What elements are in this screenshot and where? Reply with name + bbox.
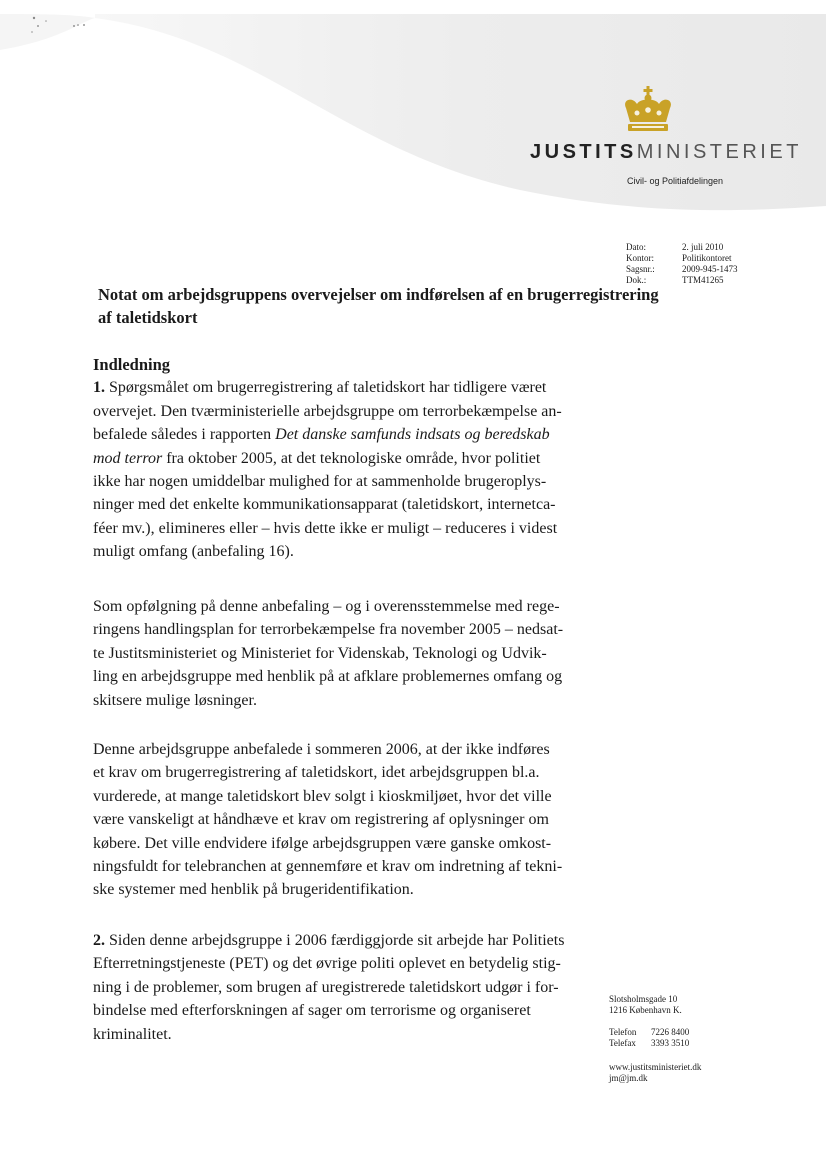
paragraph-2: [93, 595, 587, 712]
phone-row: [609, 1027, 689, 1038]
document-metadata: [626, 242, 738, 286]
document-title: [98, 283, 698, 329]
meta-row-office: [626, 253, 738, 264]
email-link[interactable]: jm@jm.dk: [609, 1073, 648, 1083]
scan-artifact-marks: [28, 12, 98, 42]
text-line: ninger med det enkelte kommunikationsapparat (taletidskort, internetca-: [93, 496, 556, 514]
text-line: ske systemer med henblik på brugeridentifikation.: [93, 881, 414, 899]
meta-value: 2009-945-1473: [682, 264, 738, 274]
text-line: ling en arbejdsgruppe med henblik på at afklare problemernes omfang og: [93, 668, 563, 686]
paragraph-3: [93, 738, 587, 902]
paragraph-number: 1.: [93, 379, 105, 397]
meta-label: Sagsnr.:: [626, 264, 655, 274]
text-line: Efterretningstjeneste (PET) og det øvrige politi oplevet en betydelig stig-: [93, 955, 561, 973]
fax-number: 3393 3510: [651, 1038, 690, 1048]
text-line: Som opfølgning på denne anbefaling – og i overensstemmelse med rege-: [93, 598, 560, 615]
text-line: overvejet. Den tværministerielle arbejdsgruppe om terrorbekæmpelse an-: [93, 402, 562, 420]
text-line: vurderede, at mange taletidskort blev solgt i kioskmiljøet, hvor det ville: [93, 787, 552, 805]
meta-value: 2. juli 2010: [682, 242, 724, 252]
text-line: være vanskeligt at håndhæve et krav om registrering af oplysninger om: [93, 811, 549, 829]
text-line: ning i de problemer, som brugen af uregistrerede taletidskort udgør i for-: [93, 978, 559, 996]
text-line: bindelse med efterforskningen af sager om terrorisme og organiseret: [93, 1002, 531, 1020]
ministry-wordmark: [530, 141, 802, 164]
text-line: Denne arbejdsgruppe anbefalede i sommeren 2006, at der ikke indføres: [93, 741, 550, 758]
section-intro: [93, 353, 587, 564]
text-line: Spørgsmålet om brugerregistrering af taletidskort har tidligere været: [105, 379, 547, 397]
paragraph-number: 2.: [93, 932, 105, 949]
section-heading: Indledning: [93, 355, 171, 374]
paragraph-4: [93, 929, 587, 1046]
text-line: fra oktober 2005, at det teknologiske område, hvor politiet: [162, 449, 541, 467]
phone-number: 7226 8400: [651, 1027, 690, 1037]
address-city: 1216 København K.: [609, 1005, 682, 1015]
meta-label: Dok.:: [626, 275, 647, 285]
paragraph-1: [93, 376, 587, 563]
wordmark-light: MINISTERIET: [636, 141, 802, 163]
text-line: ikke har nogen umiddelbar mulighed for at sammenholde brugeroplys-: [93, 473, 547, 491]
phone-label: Telefon: [609, 1027, 637, 1037]
website-link[interactable]: www.justitsministeriet.dk: [609, 1062, 702, 1072]
text-line: skitsere mulige løsninger.: [93, 691, 257, 709]
header-wave-graphic: [0, 0, 826, 240]
report-title-italic: Det danske samfunds indsats og beredskab: [275, 426, 550, 444]
text-line: kriminalitet.: [93, 1025, 172, 1043]
meta-label: Kontor:: [626, 253, 654, 263]
fax-row: [609, 1038, 689, 1049]
text-line: féer mv.), elimineres eller – hvis dette ikke er muligt – reduceres i videst: [93, 519, 558, 537]
fax-label: Telefax: [609, 1038, 636, 1048]
crown-logo-icon: [620, 86, 676, 136]
wordmark-bold: JUSTITS: [530, 141, 637, 163]
text-line: ringens handlingsplan for terrorbekæmpelse fra november 2005 – nedsat-: [93, 621, 564, 639]
text-line: befalede således i rapporten: [93, 426, 276, 444]
meta-value: TTM41265: [682, 275, 724, 285]
text-line: købere. Det ville endvidere ifølge arbejdsgruppen være ganske omkost-: [93, 834, 552, 852]
text-line: ningsfuldt for telebranchen at gennemføre et krav om indretning af tekni-: [93, 858, 563, 876]
meta-value: Politikontoret: [682, 253, 732, 263]
title-line: af taletidskort: [98, 308, 198, 327]
meta-label: Dato:: [626, 242, 646, 252]
address-street: Slotsholmsgade 10: [609, 994, 678, 1004]
report-title-italic: mod terror: [93, 449, 163, 467]
department-name: Civil- og Politiafdelingen: [627, 176, 724, 186]
footer-address: [609, 994, 682, 1016]
meta-row-date: [626, 242, 738, 253]
text-line: te Justitsministeriet og Ministeriet for Videnskab, Teknologi og Udvik-: [93, 644, 547, 662]
title-line: Notat om arbejdsgruppens overvejelser om indførelsen af en brugerregistrering: [98, 285, 659, 304]
text-line: Siden denne arbejdsgruppe i 2006 færdiggjorde sit arbejde har Politiets: [105, 932, 565, 949]
text-line: muligt omfang (anbefaling 16).: [93, 543, 294, 561]
text-line: et krav om brugerregistrering af taletidskort, idet arbejdsgruppen bl.a.: [93, 764, 540, 782]
footer-web: [609, 1062, 701, 1084]
footer-contact: [609, 1027, 689, 1049]
meta-row-case-number: [626, 264, 738, 275]
